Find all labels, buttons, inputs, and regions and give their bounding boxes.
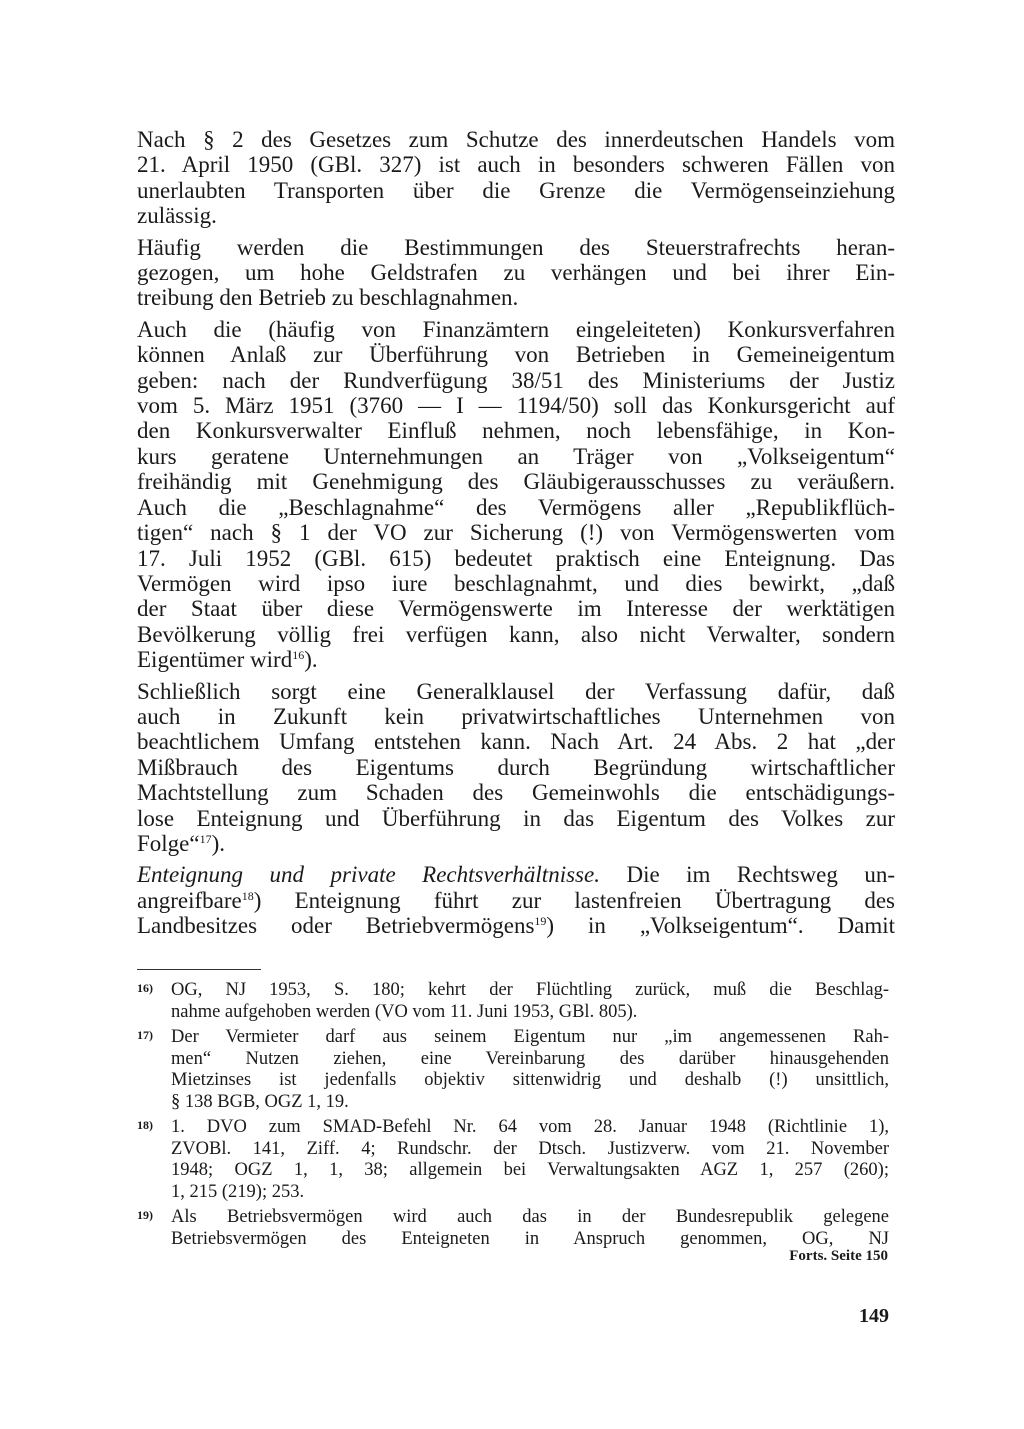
text-line [137,418,895,443]
text-line [137,368,895,393]
text-line [137,444,895,469]
text-line [137,546,895,571]
line-text: treibung den Betrieb zu beschlagnahmen. [137,285,519,311]
text-line [137,260,895,285]
text-line [137,831,895,856]
main-text [137,127,895,945]
text-line [137,647,895,672]
line-text: 21. April 1950 (GBl. 327) ist auch in besonders schweren Fällen von [137,152,895,178]
text-line [137,806,895,831]
line-text: der Staat über diese Vermögenswerte im Interesse der werktätigen [137,596,895,622]
footnote-number: 18) [137,1118,153,1132]
line-text: freihändig mit Genehmigung des Gläubigerausschusses zu veräußern. [137,469,895,495]
footnote-ref-16: 16 [292,648,305,663]
footnote-number: 16) [137,981,153,995]
footnote-ref-19: 19 [534,914,547,929]
line-text: Machtstellung zum Schaden des Gemeinwohls die entschädigungs- [137,780,895,806]
line-text: angreifbare [137,887,242,913]
line-text: Folge“ [137,830,200,856]
paragraph-2 [137,235,895,311]
line-text: Schließlich sorgt eine Generalklausel der Verfassung dafür, daß [137,678,895,704]
text-line [137,235,895,260]
text-line [137,862,895,887]
line-text: 17. Juli 1952 (GBl. 615) bedeutet praktisch eine Enteignung. Das [137,545,895,571]
text-line [137,679,895,704]
line-text: tigen“ nach § 1 der VO zur Sicherung (!) von Vermögenswerten vom [137,520,895,546]
continuation-note: Forts. Seite 150 [789,1248,888,1264]
footnote-text [171,1207,889,1250]
footnote-line: 1, 215 (219); 253. [171,1181,305,1202]
footnote-line: § 138 BGB, OGZ 1, 19. [171,1091,349,1112]
footnote-line: ZVOBl. 141, Ziff. 4; Rundschr. der Dtsch. Justizverw. vom 21. November [171,1138,889,1159]
text-line [137,913,895,938]
line-text: auch in Zukunft kein privatwirtschaftliches Unternehmen von [137,703,895,729]
line-text: lose Enteignung und Überführung in das Eigentum des Volkes zur [137,805,895,831]
footnote-line: Der Vermieter darf aus seinem Eigentum nur „im angemessenen Rah- [171,1027,889,1047]
text-line [137,520,895,545]
text-line [137,127,895,152]
footnote-line: Als Betriebsvermögen wird auch das in der Bundesrepublik gelegene [171,1207,889,1227]
section-heading: Enteignung und private Rechtsverhältnisse. [137,862,600,888]
footnotes [137,980,889,1254]
line-text: ) in „Volkseigentum“. Damit [546,913,896,939]
footnote [137,1207,889,1250]
footnote [137,1117,889,1203]
footnote-line: OG, NJ 1953, S. 180; kehrt der Flüchtling zurück, muß die Beschlag- [171,980,889,1000]
line-text: können Anlaß zur Überführung von Betrieben in Gemeineigentum [137,342,895,368]
line-text: kurs geratene Unternehmungen an Träger von „Volkseigentum“ [137,443,895,469]
footnote-text [171,1117,889,1203]
page-number: 149 [859,1305,889,1327]
text-line [137,203,895,228]
line-text: Mißbrauch des Eigentums durch Begründung wirtschaftlicher [137,754,895,780]
text-line [137,178,895,203]
line-text: Auch die „Beschlagnahme“ des Vermögens aller „Republikflüch- [137,494,895,520]
text-line [137,285,895,310]
line-text: ) Enteignung führt zur lastenfreien Übertragung des [253,887,895,913]
line-text: gezogen, um hohe Geldstrafen zu verhängen und bei ihrer Ein- [137,260,895,286]
line-text: Bevölkerung völlig frei verfügen kann, also nicht Verwalter, sondern [137,621,895,647]
text-line [137,342,895,367]
line-text: Nach § 2 des Gesetzes zum Schutze des innerdeutschen Handels vom [137,127,895,152]
line-text: Auch die (häufig von Finanzämtern eingeleiteten) Konkursverfahren [137,316,895,342]
footnote-line: Mietzinses ist jedenfalls objektiv sittenwidrig und deshalb (!) unsittlich, [171,1070,889,1090]
footnote-line: nahme aufgehoben werden (VO vom 11. Juni 1953, GBl. 805). [171,1001,638,1022]
line-text: ). [211,830,226,856]
text-line [137,469,895,494]
line-text: ). [304,647,318,673]
text-line [137,152,895,177]
line-text: vom 5. März 1951 (3760 — I — 1194/50) soll das Konkursgericht auf [137,393,895,419]
footnote [137,1027,889,1113]
line-text: unerlaubten Transporten über die Grenze die Vermögenseinziehung [137,177,895,203]
line-text: Häufig werden die Bestimmungen des Steuerstrafrechts heran- [137,234,895,260]
line-text: den Konkursverwalter Einfluß nehmen, noch lebensfähige, in Kon- [137,418,895,444]
text-line [137,780,895,805]
text-line [137,317,895,342]
text-line [137,888,895,913]
footnote-number: 19) [137,1208,153,1222]
footnote-line: Betriebsvermögen des Enteigneten in Anspruch genommen, OG, NJ [171,1228,889,1249]
line-text: Eigentümer wird [137,647,293,673]
line-text: Vermögen wird ipso iure beschlagnahmt, und dies bewirkt, „daß [137,570,895,596]
text-line [137,596,895,621]
paragraph-1 [137,127,895,229]
paragraph-5 [137,862,895,938]
text-line [137,622,895,647]
text-line [137,729,895,754]
footnote [137,980,889,1023]
paragraph-4 [137,679,895,857]
footnote-number: 17) [137,1028,153,1042]
footnote-text [171,980,889,1023]
line-text: beachtlichem Umfang entstehen kann. Nach Art. 24 Abs. 2 hat „der [137,729,895,755]
line-text: Landbesitzes oder Betriebvermögens [137,913,535,939]
line-text: zulässig. [137,203,217,229]
text-line [137,495,895,520]
text-line [137,755,895,780]
paragraph-3 [137,317,895,673]
text-line [137,704,895,729]
footnote-line: 1. DVO zum SMAD-Befehl Nr. 64 vom 28. Januar 1948 (Richtlinie 1), [171,1117,889,1137]
footnote-ref-18: 18 [241,888,254,903]
line-text: geben: nach der Rundverfügung 38/51 des Ministeriums der Justiz [137,367,895,393]
footnote-rule [137,969,261,970]
footnote-text [171,1027,889,1113]
line-text: Die im Rechtsweg un- [626,862,895,888]
text-line [137,571,895,596]
text-line [137,393,895,418]
footnote-ref-17: 17 [199,831,212,846]
footnote-line: 1948; OGZ 1, 1, 38; allgemein bei Verwaltungsakten AGZ 1, 257 (260); [171,1160,889,1180]
footnote-line: men“ Nutzen ziehen, eine Vereinbarung des darüber hinausgehenden [171,1048,889,1069]
